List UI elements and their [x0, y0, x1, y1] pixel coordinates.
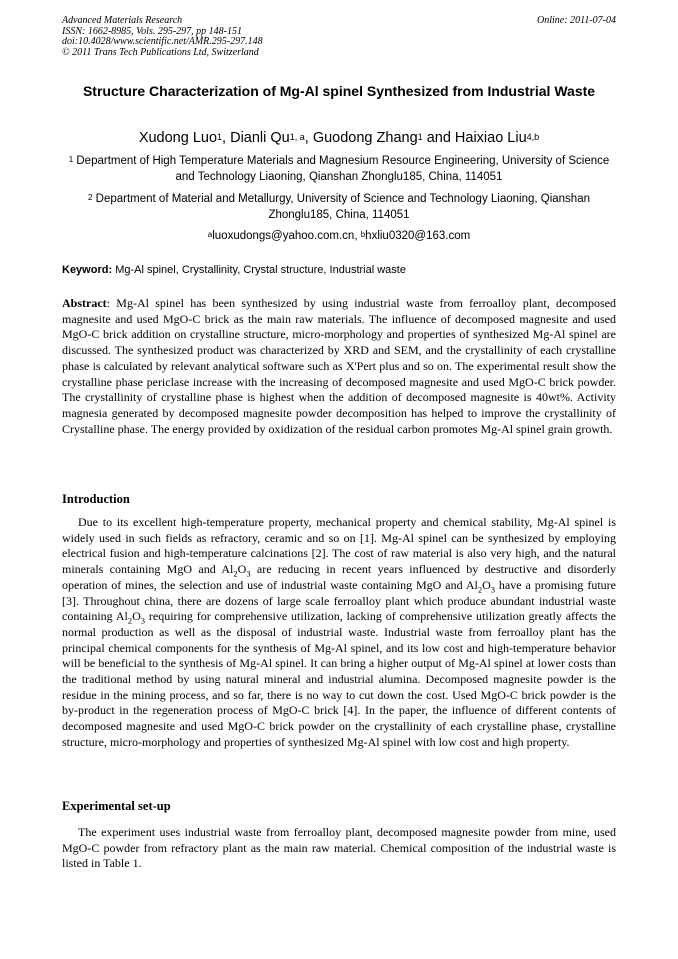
subscript: 2	[233, 568, 238, 579]
email-line: $^a$luoxudongs@yahoo.com.cn, $^b$hxliu0320@163.com	[207, 230, 471, 242]
abstract-text: : Mg-Al spinel has been synthesized by using industrial waste from ferroalloy plant, decomposed magnesite and used MgO-C brick as the main raw materials. The influence of decomposed magnesite and used MgO-C brick addition on crystalline structure, micro-morphology and properties of synthesized Mg-Al spinel are discussed. The synthesized product was characterized by XRD and SEM, and the crystallinity of each crystalline phase is calculated by relevant analytical software such as X'Pert plus and so on. The experimental result show the crystalline phase periclase increase with the increasing of decomposed magnesite and used MgO-C brick powder. The crystallinity of crystalline phase is highest when the addition of decomposed magnesite is 40wt%. Activity magnesia generated by decomposed magnesite powder decomposition has helped to improve the crystallinity of Crystalline phase. The energy provided by oxidization of the residual carbon promotes Mg-Al spinel grain growth.	[62, 296, 616, 436]
online-date: Online: 2011-07-04	[537, 15, 616, 26]
author-name: Haixiao Liu	[454, 130, 527, 146]
author-name: Guodong Zhang	[312, 130, 418, 146]
introduction-paragraph	[62, 515, 616, 751]
author-sup: 1	[417, 132, 423, 142]
author-conjunction: and	[426, 130, 451, 146]
subscript: 3	[140, 615, 146, 626]
journal-name: Advanced Materials Research	[62, 15, 183, 26]
subscript: 2	[477, 584, 483, 595]
email-sup-b: b	[360, 230, 366, 239]
email-sup-a: a	[207, 230, 213, 239]
affiliation-sup: 2	[87, 193, 93, 202]
introduction-heading: Introduction	[62, 492, 130, 506]
keywords	[62, 263, 616, 277]
author-sup: 1, a	[289, 132, 305, 142]
affiliation-text: Department of High Temperature Materials and Magnesium Resource Engineering, University of Science and Technology Liaoning, Qianshan Zhonglu185, China, 114051	[76, 155, 610, 183]
paper-title: Structure Characterization of Mg-Al spinel Synthesized from Industrial Waste	[82, 83, 596, 99]
intro-text: are reducing in recent years influenced by destructive and disorderly operation of mines, the selection and use of industrial waste containing MgO and Al	[62, 562, 616, 592]
journal-header	[62, 16, 616, 58]
author-sup: 1	[217, 132, 223, 142]
intro-text: O	[237, 562, 247, 577]
email-a: luoxudongs@yahoo.com.cn	[212, 230, 355, 242]
email-b: hxliu0320@163.com	[365, 230, 471, 242]
intro-text: O	[132, 609, 141, 624]
intro-text: have a promising future [3]. Throughout china, there are dozens of large scale ferroalloy plant which produce abundant industrial waste containing Al	[62, 577, 616, 624]
affiliation-text: Department of Material and Metallurgy, University of Science and Technology Liaoning, Qianshan Zhonglu185, China, 114051	[95, 193, 590, 221]
intro-text: O	[482, 577, 491, 592]
affiliation-1	[62, 154, 616, 185]
experimental-heading: Experimental set-up	[62, 799, 171, 813]
intro-text: Due to its excellent high-temperature property, mechanical property and chemical stability, Mg-Al spinel is widely used in such fields as refractory, ceramic and so on [1]. Mg-Al spinel can be synthesized by employing electrical fusion and high-temperature calcinations [2]. The cost of raw material is also very high, and the natural minerals containing MgO and Al	[62, 515, 616, 577]
subscript: 3	[246, 568, 251, 579]
author-name: Dianli Qu	[230, 130, 290, 146]
experimental-paragraph: The experiment uses industrial waste from ferroalloy plant, decomposed magnesite powder from mine, used MgO-C powder from refractory plant as the main raw material. Chemical composition of the industrial waste is listed in Table 1.	[62, 825, 616, 871]
intro-text: requiring for comprehensive utilization, lacking of comprehensive utilization greatly affects the normal production as well as the disposal of industrial waste. Industrial waste from ferroalloy plant has the principal chemical components for the synthesis of Mg-Al spinel, and its low cost and high-temperature behavior will be beneficial to the synthesis of Mg-Al spinel. It can bring a higher output of Mg-Al spinel at lower costs than the traditional method by using natural mineral and industrial alumina. Decomposed magnesite powder is the residue in the mining process, and so far, there is no way to cut down the cost. Used MgO-C brick powder is the by-product in the regeneration process of MgO-C brick [4]. In the paper, the influence of different contents of decomposed magnesite and used MgO-C brick powder on the crystallinity of each crystalline phase, crystalline structure, micro-morphology and properties of synthesized Mg-Al spinel with low cost and high property.	[62, 609, 616, 749]
subscript: 2	[127, 615, 133, 626]
author-list: Xudong Luo$^1$, Dianli Qu$^{1, a}$, Guodong Zhang$^1$ and Haixiao Liu$^{4,b}$	[138, 130, 540, 146]
abstract-label: Abstract	[62, 296, 107, 310]
affiliation-sup: 1	[68, 155, 74, 164]
doi-line: doi:10.4028/www.scientific.net/AMR.295-297.148	[62, 36, 263, 47]
abstract	[62, 296, 616, 437]
copyright-line: © 2011 Trans Tech Publications Ltd, Switzerland	[62, 46, 259, 58]
issn-line: ISSN: 1662-8985, Vols. 295-297, pp 148-151	[62, 25, 242, 37]
affiliation-2	[62, 192, 616, 223]
keyword-text: Mg-Al spinel, Crystallinity, Crystal structure, Industrial waste	[115, 264, 406, 276]
subscript: 3	[490, 584, 496, 595]
keyword-label: Keyword:	[62, 264, 113, 276]
author-name: Xudong Luo	[138, 130, 218, 146]
author-sup: 4,b	[526, 132, 540, 142]
